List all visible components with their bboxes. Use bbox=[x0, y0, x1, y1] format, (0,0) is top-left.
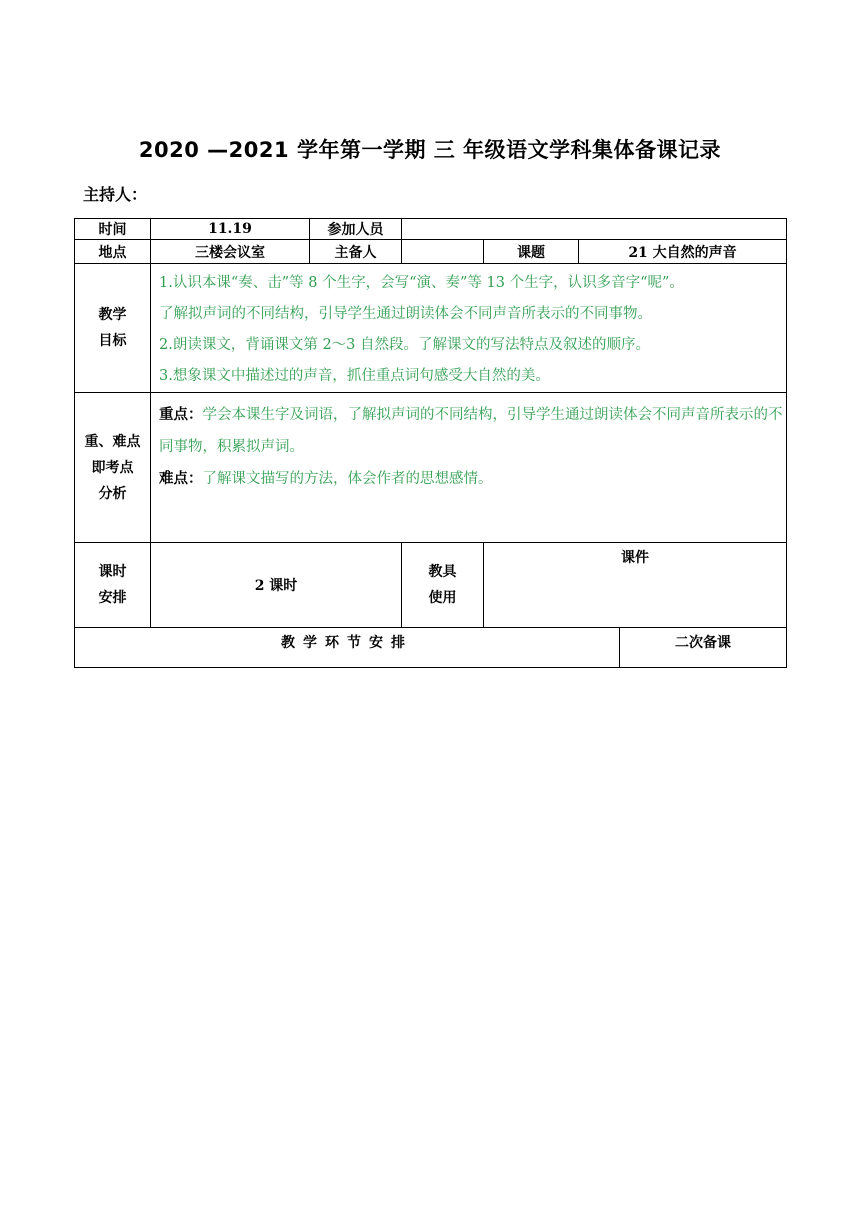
goals-label: 教学 目标 bbox=[75, 264, 151, 393]
schedule-value: 2 课时 bbox=[151, 543, 402, 628]
tools-value: 课件 bbox=[484, 543, 787, 628]
goal-line: 1.认识本课“奏、击”等 8 个生字，会写“演、奏”等 13 个生字，认识多音字“呢”。 bbox=[159, 275, 684, 291]
row-place bbox=[75, 240, 787, 264]
tools-label: 教具 使用 bbox=[402, 543, 484, 628]
goal-line: 2.朗读课文，背诵课文第 2～3 自然段。了解课文的写法特点及叙述的顺序。 bbox=[159, 337, 651, 353]
goals-content bbox=[151, 264, 787, 393]
keypoints-label: 重、难点 即考点 分析 bbox=[75, 393, 151, 543]
preparer-value bbox=[402, 240, 484, 264]
place-value: 三楼会议室 bbox=[151, 240, 310, 264]
place-label: 地点 bbox=[75, 240, 151, 264]
keypoints-content bbox=[151, 393, 787, 543]
host-label: 主持人： bbox=[83, 185, 148, 204]
difficult-point: 难点：了解课文描写的方法，体会作者的思想感情。 bbox=[159, 470, 493, 487]
row-schedule bbox=[75, 543, 787, 628]
topic-value: 21 大自然的声音 bbox=[579, 240, 787, 264]
time-value: 11.19 bbox=[151, 219, 310, 240]
row-time bbox=[75, 219, 787, 240]
participants-value bbox=[402, 219, 787, 240]
goal-line: 了解拟声词的不同结构，引导学生通过朗读体会不同声音所表示的不同事物。 bbox=[159, 306, 652, 322]
row-keypoints bbox=[75, 393, 787, 543]
topic-label: 课题 bbox=[484, 240, 579, 264]
participants-label: 参加人员 bbox=[310, 219, 402, 240]
lesson-record-table bbox=[74, 218, 787, 668]
second-prep-label: 二次备课 bbox=[620, 628, 787, 668]
page-title: 2020 —2021 学年第一学期 三 年级语文学科集体备课记录 bbox=[138, 138, 722, 162]
steps-label: 教学环节安排 bbox=[75, 628, 620, 668]
goal-line: 3.想象课文中描述过的声音，抓住重点词句感受大自然的美。 bbox=[159, 368, 550, 384]
row-steps-header bbox=[75, 628, 787, 668]
preparer-label: 主备人 bbox=[310, 240, 402, 264]
time-label: 时间 bbox=[75, 219, 151, 240]
row-goals bbox=[75, 264, 787, 393]
schedule-label: 课时 安排 bbox=[75, 543, 151, 628]
key-point: 重点：学会本课生字及词语，了解拟声词的不同结构，引导学生通过朗读体会不同声音所表示的不同事物，积累拟声词。 bbox=[159, 406, 783, 455]
